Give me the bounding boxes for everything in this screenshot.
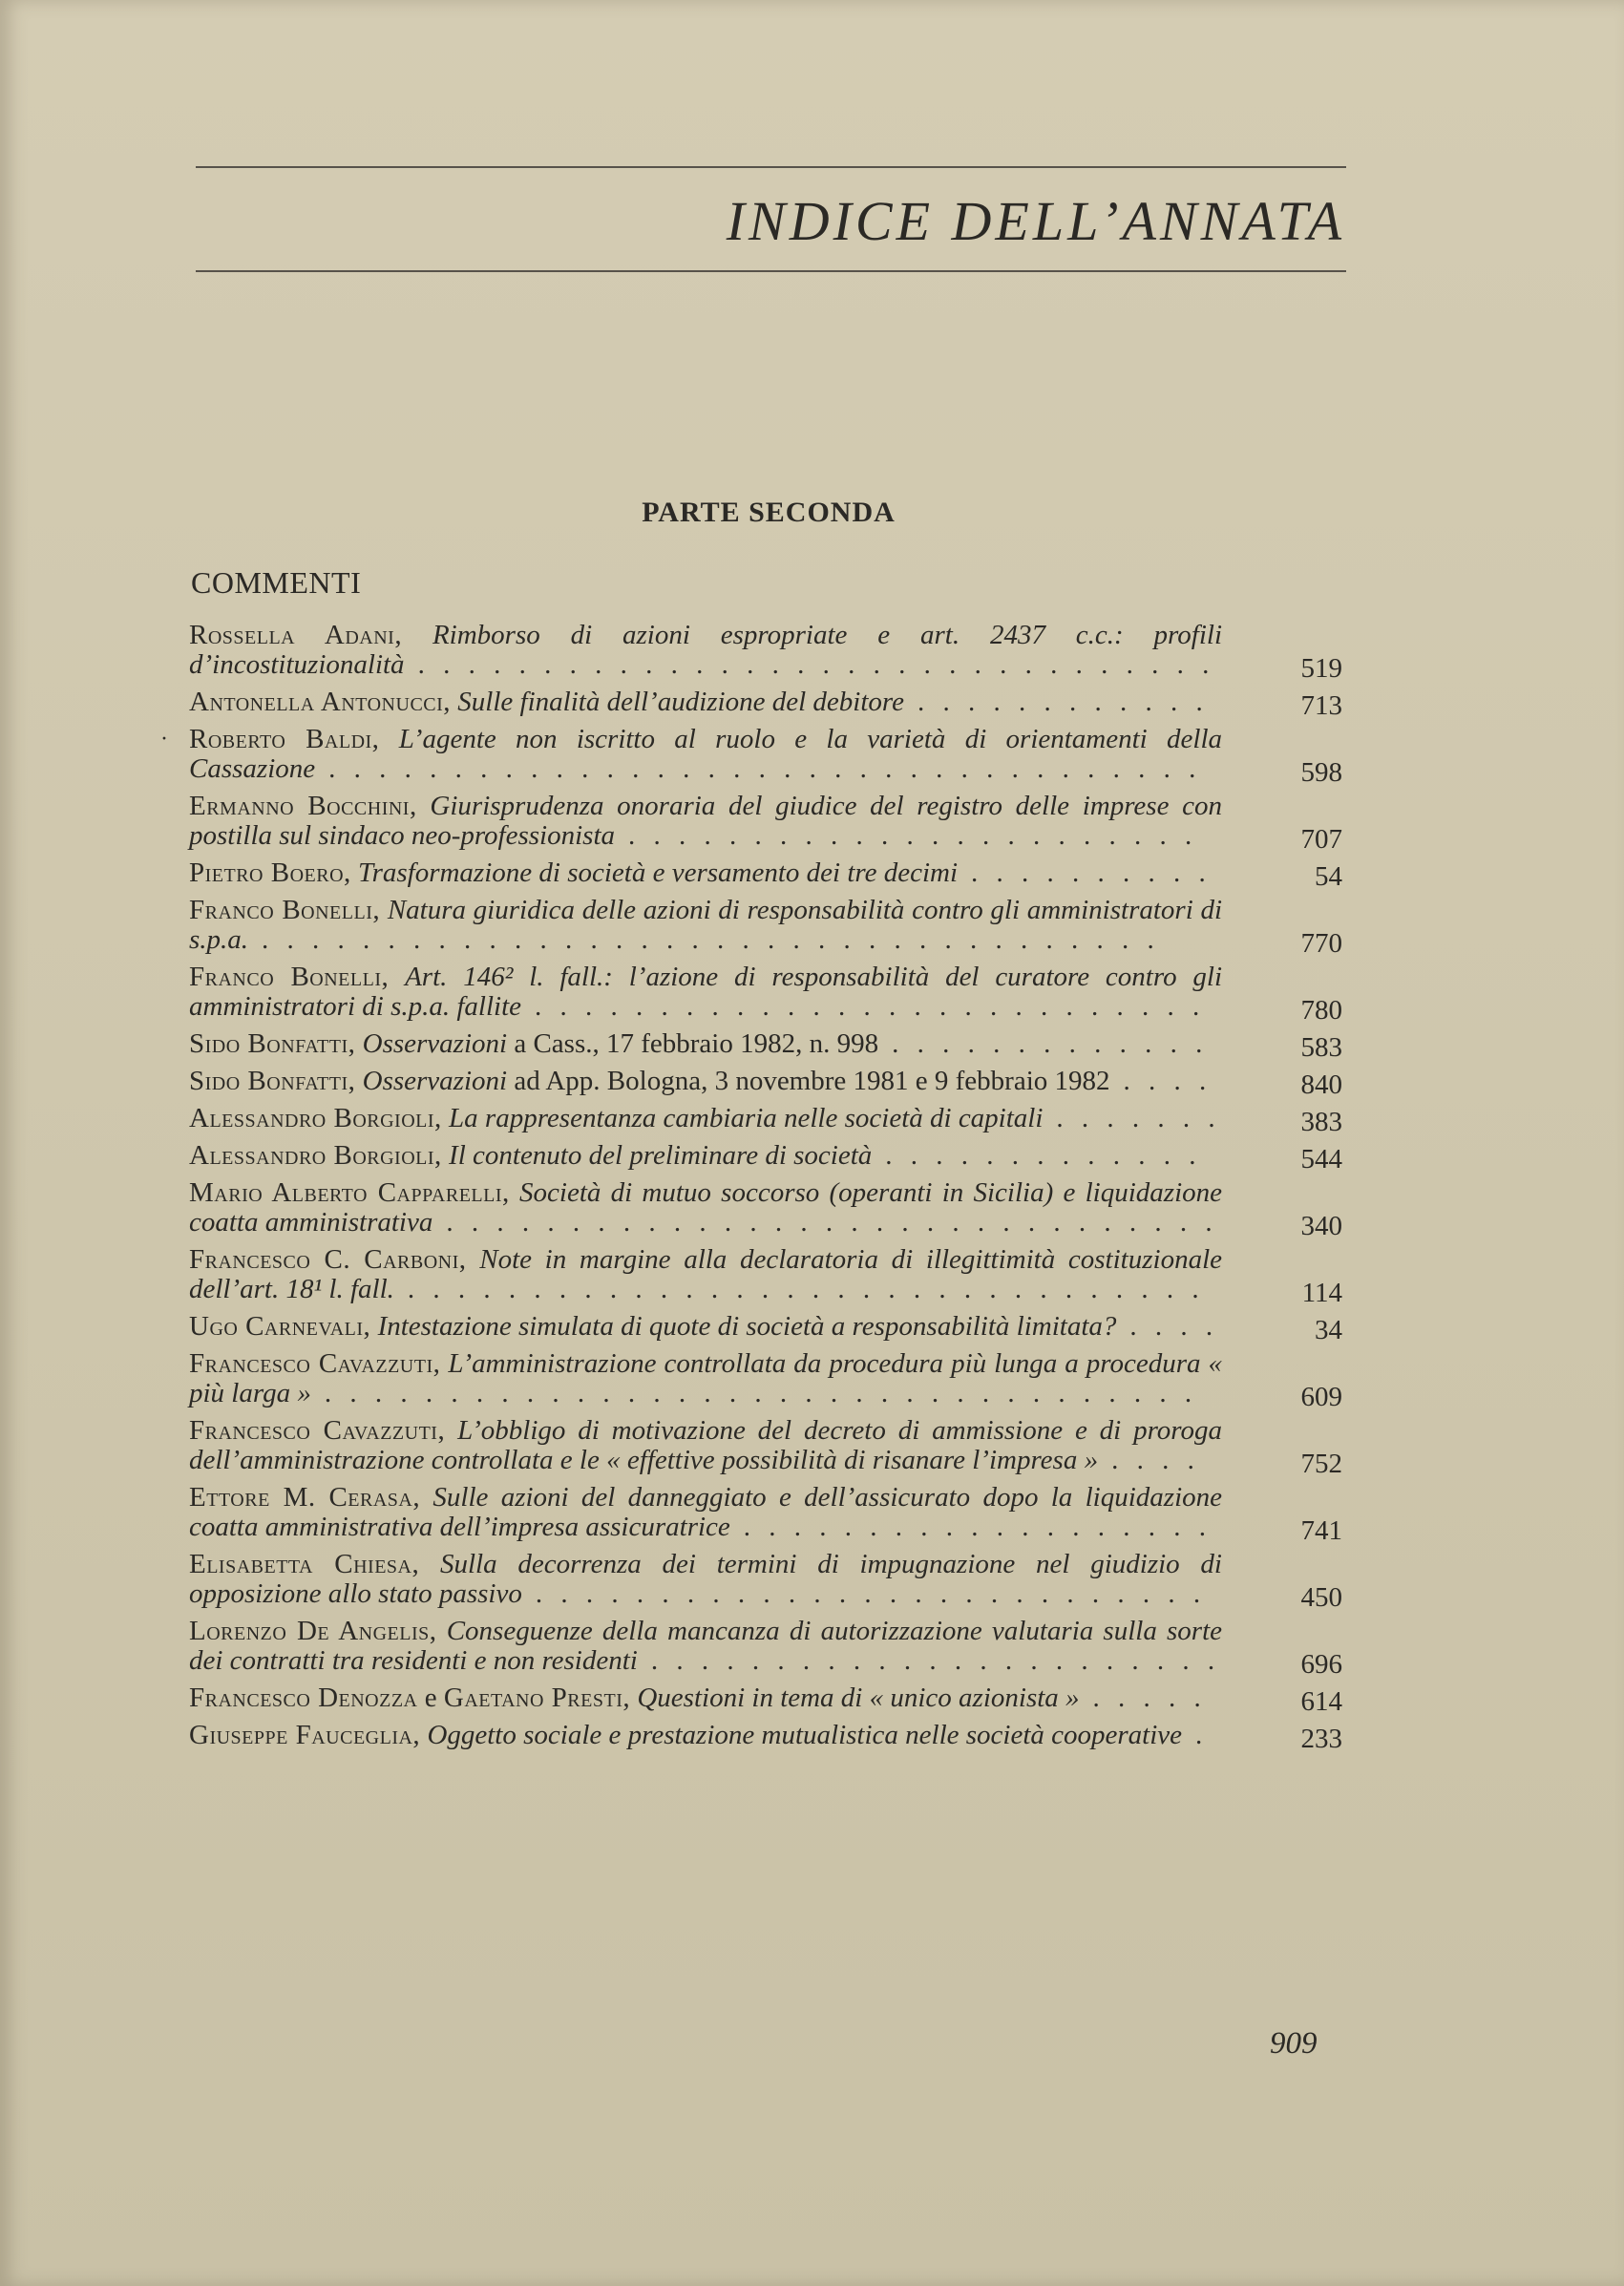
entry-author: Franco Bonelli,	[189, 895, 381, 925]
index-entry	[189, 791, 1342, 855]
entry-page-number: 340	[1300, 1211, 1342, 1241]
entry-page-number: 741	[1300, 1515, 1342, 1546]
index-entry	[189, 1177, 1342, 1241]
dot-leader: . . . . . . . . . . . . . . . . . . . . . . .	[650, 1645, 1221, 1676]
entry-author: Alessandro Borgioli,	[189, 1103, 442, 1133]
entry-page-number: 840	[1300, 1069, 1342, 1100]
index-entry	[189, 1348, 1342, 1412]
dot-leader: . . . . . . . . . . . . . . . . . . .	[743, 1512, 1213, 1542]
index-entry	[189, 1103, 1342, 1137]
dot-leader: . . . . . . . . . . . . . . . . . . . . . . . . . . . . . . . . . . .	[324, 1378, 1198, 1408]
entry-text	[189, 1029, 1222, 1059]
entry-page-number: 707	[1300, 824, 1342, 855]
page-title: INDICE DELL’ANNATA	[726, 190, 1345, 252]
entry-text	[189, 1245, 1222, 1304]
part-heading: PARTE SECONDA	[642, 497, 896, 528]
entry-title: L’agente non iscritto al ruolo e la varietà di orientamenti della Cassazione	[189, 724, 1223, 784]
dot-leader: . . . . . . . . . .	[971, 857, 1212, 888]
entry-page-number: 609	[1300, 1382, 1342, 1412]
index-entry	[189, 1028, 1342, 1063]
entry-text	[189, 963, 1222, 1022]
entry-text	[189, 1349, 1222, 1408]
dot-leader: . . . .	[1129, 1311, 1219, 1342]
entry-title: Rimborso di azioni espropriate e art. 2437 c.c.: profili d’incostituzionalità	[189, 620, 1222, 680]
dot-leader: . . . . . . . . . . . . . . . . . . . . . . . . . . .	[535, 1578, 1207, 1609]
entry-title: Giurisprudenza onoraria del giudice del registro delle imprese con postilla sul sindaco neo-professionista	[189, 791, 1222, 851]
entry-author: Sido Bonfatti,	[189, 1066, 356, 1096]
entry-title: Natura giuridica delle azioni di responsabilità contro gli amministratori di s.p.a.	[189, 895, 1222, 955]
dot-leader: . . . . . . . . . . . . . . . . . . . . . . .	[628, 820, 1198, 851]
entry-title: Sulle finalità dell’audizione del debitore	[457, 687, 904, 717]
entry-author: Ugo Carnevali,	[189, 1311, 371, 1342]
entry-connector: e	[417, 1683, 444, 1713]
entry-text	[189, 1721, 1222, 1750]
entry-page-number: 54	[1315, 861, 1342, 892]
index-entry	[189, 1720, 1342, 1754]
index-entry	[189, 857, 1342, 892]
entry-title: L’amministrazione controllata da procedura più lunga a procedura « più larga »	[189, 1348, 1223, 1408]
entry-title: La rappresentanza cambiaria nelle società di capitali	[449, 1103, 1044, 1133]
entry-author: Francesco C. Carboni,	[189, 1244, 467, 1275]
entry-page-number: 752	[1300, 1449, 1342, 1479]
entry-title: Osservazioni	[362, 1066, 508, 1096]
entry-title: Società di mutuo soccorso (operanti in Sicilia) e liquidazione coatta amministrativa	[189, 1177, 1222, 1238]
entry-page-number: 780	[1300, 995, 1342, 1026]
entry-page-number: 696	[1300, 1649, 1342, 1680]
entry-title: Sulle azioni del danneggiato e dell’assicurato dopo la liquidazione coatta amministrativa dell’impresa assicuratrice	[189, 1482, 1222, 1542]
entry-page-number: 114	[1301, 1278, 1342, 1308]
entry-author: Antonella Antonucci,	[189, 687, 452, 717]
dot-leader: . . . . . . . . . . . . .	[892, 1028, 1209, 1059]
entry-title: Il contenuto del preliminare di società	[449, 1140, 873, 1171]
entry-text	[189, 1416, 1222, 1475]
index-entry	[189, 1244, 1342, 1308]
entry-text	[189, 896, 1222, 955]
entry-author: Pietro Boero,	[189, 857, 351, 888]
dot-leader: . . . . . . . . . . . . . . . . . . . . . . . . . . . . . . .	[446, 1207, 1218, 1238]
dot-leader: . . . . . . . . . . . .	[917, 687, 1209, 717]
entry-text	[189, 1312, 1222, 1342]
index-entry	[189, 962, 1342, 1026]
entry-coauthor: Gaetano Presti,	[443, 1683, 631, 1713]
entry-text	[189, 858, 1222, 888]
entry-title: Oggetto sociale e prestazione mutualistica nelle società cooperative	[427, 1720, 1183, 1750]
entry-text	[189, 1104, 1222, 1133]
dot-leader: . . . .	[1111, 1445, 1200, 1475]
entry-title: Trasformazione di società e versamento dei tre decimi	[358, 857, 959, 888]
dot-leader: . . . . . . . . . . . . . . . . . . . . . . . . . . . . . . . . . . . .	[262, 924, 1160, 955]
index-entry	[189, 1066, 1342, 1100]
index-entry	[189, 1549, 1342, 1613]
entry-page-number: 519	[1300, 653, 1342, 684]
index-entry	[160, 724, 1342, 788]
title-underline	[196, 270, 1346, 272]
dot-leader: . . . . . . . . . . . . . . . . . . . . . . . . . . . . . . . .	[407, 1274, 1205, 1304]
entry-page-number: 770	[1300, 928, 1342, 959]
entry-page-number: 34	[1315, 1315, 1342, 1345]
entry-text	[189, 725, 1222, 784]
entry-citation: a Cass., 17 febbraio 1982, n. 998	[507, 1028, 879, 1059]
entry-author: Lorenzo De Angelis,	[189, 1616, 437, 1646]
entry-author: Franco Bonelli,	[189, 962, 390, 992]
index-entry	[189, 895, 1342, 959]
margin-mark: ·	[160, 727, 168, 751]
entry-author: Ermanno Bocchini,	[189, 791, 417, 821]
entry-citation: ad App. Bologna, 3 novembre 1981 e 9 febbraio 1982	[507, 1066, 1110, 1096]
entry-page-number: 598	[1300, 757, 1342, 788]
entry-title: Note in margine alla declaratoria di illegittimità costituzionale dell’art. 18¹ l. fall.	[189, 1244, 1222, 1304]
entry-author: Alessandro Borgioli,	[189, 1140, 442, 1171]
entry-text	[189, 1683, 1222, 1713]
entry-author: Francesco Denozza	[189, 1683, 418, 1713]
entry-text	[189, 792, 1222, 851]
index-entry	[189, 1482, 1342, 1546]
entry-text	[189, 1067, 1222, 1096]
index-entry	[189, 1415, 1342, 1479]
entry-author: Elisabetta Chiesa,	[189, 1549, 420, 1579]
entry-author: Ettore M. Cerasa,	[189, 1482, 421, 1513]
entry-title: Intestazione simulata di quote di società a responsabilità limitata?	[377, 1311, 1117, 1342]
entry-text	[189, 1141, 1222, 1171]
index-entry	[189, 1140, 1342, 1175]
index-entry	[189, 687, 1342, 721]
index-entry	[189, 1683, 1342, 1717]
entry-author: Francesco Cavazzuti,	[189, 1348, 441, 1379]
entry-author: Roberto Baldi,	[189, 724, 380, 754]
index-entry	[189, 1616, 1342, 1680]
entry-page-number: 544	[1300, 1144, 1342, 1175]
entry-page-number: 583	[1300, 1032, 1342, 1063]
dot-leader: . . . . . . . . . . . . .	[885, 1140, 1202, 1171]
entry-title: Questioni in tema di « unico azionista »	[637, 1683, 1080, 1713]
index-entry	[189, 620, 1342, 684]
entry-page-number: 713	[1300, 690, 1342, 721]
index-entries	[160, 620, 1342, 1758]
entry-text	[189, 1550, 1222, 1609]
index-entry	[189, 1311, 1342, 1345]
entry-page-number: 614	[1300, 1686, 1342, 1717]
entry-text	[189, 621, 1222, 680]
entry-title: Osservazioni	[362, 1028, 508, 1059]
entry-title: L’obbligo di motivazione del decreto di ammissione e di proroga dell’amministrazione controllata e le « effettive possibilità di risanare l’impresa »	[189, 1415, 1223, 1475]
entry-page-number: 233	[1300, 1724, 1342, 1754]
dot-leader: . . . . . . . . . . . . . . . . . . . . . . . . . . .	[535, 991, 1206, 1022]
dot-leader: . . . .	[1123, 1066, 1213, 1096]
entry-title: Conseguenze della mancanza di autorizzazione valutaria sulla sorte dei contratti tra residenti e non residenti	[189, 1616, 1222, 1676]
entry-title: Art. 146² l. fall.: l’azione di responsabilità del curatore contro gli amministratori di s.p.a. fallite	[189, 962, 1222, 1022]
entry-text	[189, 1483, 1222, 1542]
top-rule	[196, 166, 1346, 168]
entry-author: Sido Bonfatti,	[189, 1028, 356, 1059]
section-heading: COMMENTI	[191, 565, 362, 600]
entry-author: Mario Alberto Capparelli,	[189, 1177, 510, 1208]
dot-leader: .	[1195, 1720, 1209, 1750]
entry-author: Giuseppe Fauceglia,	[189, 1720, 421, 1750]
dot-leader: . . . . . . .	[1056, 1103, 1221, 1133]
entry-title: Sulla decorrenza dei termini di impugnazione nel giudizio di opposizione allo stato passivo	[189, 1549, 1222, 1609]
dot-leader: . . . . . . . . . . . . . . . . . . . . . . . . . . . . . . . . . . .	[328, 753, 1202, 784]
entry-text	[189, 688, 1222, 717]
entry-text	[189, 1178, 1222, 1238]
entry-page-number: 383	[1300, 1107, 1342, 1137]
entry-text	[189, 1617, 1222, 1676]
page-number: 909	[1270, 2026, 1318, 2061]
dot-leader: . . . . . . . . . . . . . . . . . . . . . . . . . . . . . . . .	[417, 649, 1215, 680]
entry-page-number: 450	[1300, 1582, 1342, 1613]
entry-author: Francesco Cavazzuti,	[189, 1415, 446, 1446]
dot-leader: . . . . .	[1092, 1683, 1207, 1713]
entry-author: Rossella Adani,	[189, 620, 403, 650]
